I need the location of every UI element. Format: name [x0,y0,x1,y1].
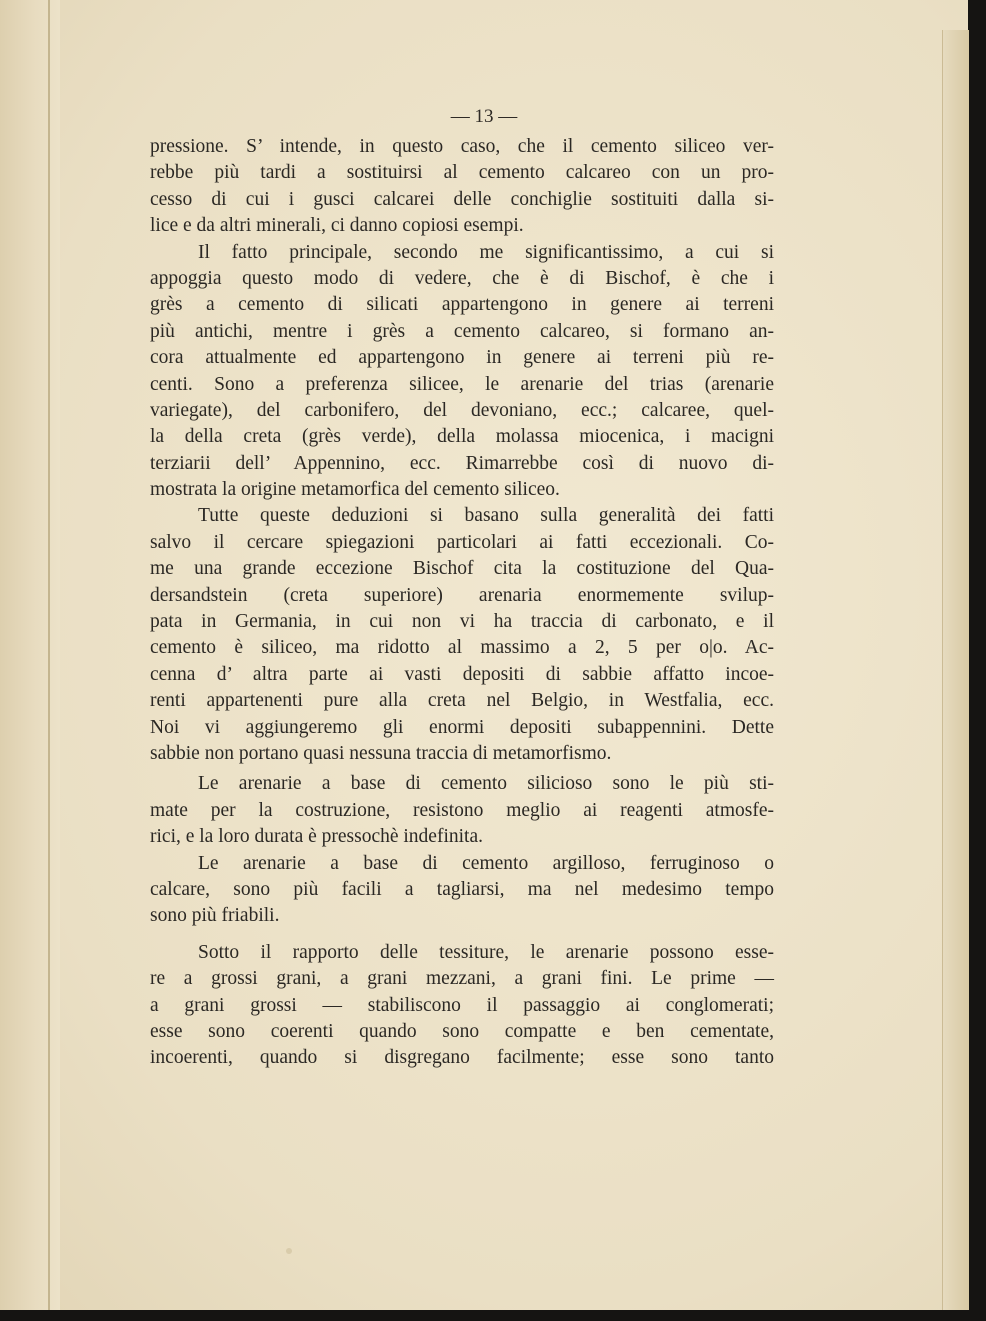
text-line: Tutte queste deduzioni si basano sulla generalità dei fatti [198,505,774,527]
text-line: centi. Sono a preferenza silicee, le arenarie del trias (arenarie [150,373,774,395]
text-line: più antichi, mentre i grès a cemento calcareo, si formano an- [150,320,774,342]
text-line: incoerenti, quando si disgregano facilmente; esse sono tanto [150,1047,774,1069]
text-line: cora attualmente ed appartengono in genere ai terreni più re- [150,347,774,369]
text-line: Le arenarie a base di cemento argilloso, ferruginoso o [198,852,774,874]
ink-spot [286,1248,292,1254]
page-edge [942,30,969,1310]
text-line: sono più friabili. [150,905,280,927]
text-line: pata in Germania, in cui non vi ha traccia di carbonato, e il [150,611,774,633]
text-line: esse sono coerenti quando sono compatte e ben cementate, [150,1020,774,1042]
text-line: variegate), del carbonifero, del devoniano, ecc.; calcaree, quel- [150,399,774,421]
text-line: calcare, sono più facili a tagliarsi, ma nel medesimo tempo [150,878,774,900]
text-line: Le arenarie a base di cemento silicioso sono le più sti- [198,773,774,795]
text-line: Noi vi aggiungeremo gli enormi depositi subappennini. Dette [150,716,774,738]
text-line: Il fatto principale, secondo me significantissimo, a cui si [198,241,774,263]
text-line: Sotto il rapporto delle tessiture, le arenarie possono esse- [198,941,774,963]
text-line: pressione. S’ intende, in questo caso, che il cemento siliceo ver- [150,136,774,157]
text-line: dersandstein (creta superiore) arenaria enormemente svilup- [150,584,774,606]
text-line: cesso di cui i gusci calcarei delle conchiglie sostituiti dalla si- [150,188,774,210]
gutter-line [48,0,50,1310]
page-number: — 13 — [450,106,518,127]
text-line: renti appartenenti pure alla creta nel Belgio, in Westfalia, ecc. [150,690,774,712]
text-line: mate per la costruzione, resistono meglio ai reagenti atmosfe- [150,799,774,821]
text-line: lice e da altri minerali, ci danno copiosi esempi. [150,215,524,237]
text-line: sabbie non portano quasi nessuna traccia di metamorfismo. [150,742,612,764]
text-line: me una grande eccezione Bischof cita la costituzione del Qua- [150,558,774,580]
text-line: re a grossi grani, a grani mezzani, a grani fini. Le prime — [150,968,774,990]
text-line: grès a cemento di silicati appartengono in genere ai terreni [150,294,774,316]
text-line: cenna d’ altra parte ai vasti depositi di sabbie affatto incoe- [150,663,774,685]
text-line: mostrata la origine metamorfica del cemento siliceo. [150,479,560,501]
text-line: a grani grossi — stabiliscono il passaggio ai conglomerati; [150,994,774,1016]
text-line: salvo il cercare spiegazioni particolari ai fatti eccezionali. Co- [150,531,774,553]
book-spine [0,0,60,1310]
text-line: cemento è siliceo, ma ridotto al massimo a 2, 5 per o|o. Ac- [150,637,774,659]
body-text [150,134,774,1072]
text-line: rici, e la loro durata è pressochè indefinita. [150,826,483,848]
text-line: terziarii dell’ Appennino, ecc. Rimarrebbe così di nuovo di- [150,452,774,474]
text-line: la della creta (grès verde), della molassa miocenica, i macigni [150,426,774,448]
text-line: appoggia questo modo di vedere, che è di Bischof, è che i [150,267,774,289]
text-line: rebbe più tardi a sostituirsi al cemento calcareo con un pro- [150,162,774,184]
